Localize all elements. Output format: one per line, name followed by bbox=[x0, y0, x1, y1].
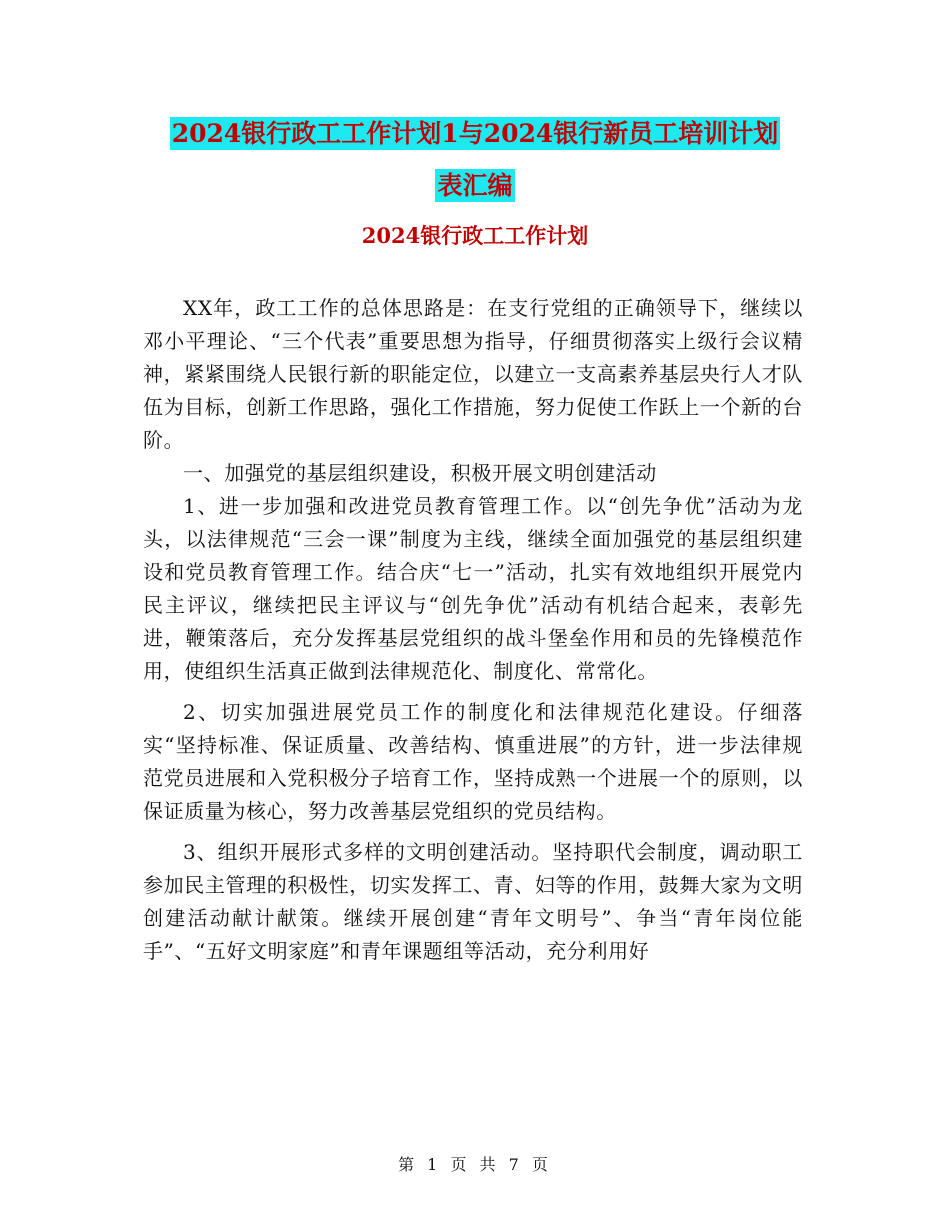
document-title-line1: 2024银行政工工作计划1与2024银行新员工培训计划 bbox=[171, 119, 779, 148]
document-title bbox=[120, 108, 830, 212]
paragraph-intro: XX年，政工工作的总体思路是：在支行党组的正确领导下，继续以邓小平理论、“三个代表”重要思想为指导，仔细贯彻落实上级行会议精神，紧紧围绕人民银行新的职能定位，以建立一支高素养基层央行人才队伍为目标，创新工作思路，强化工作措施，努力促使工作跃上一个新的台阶。 bbox=[143, 296, 803, 452]
document-title-line2: 表汇编 bbox=[437, 171, 513, 200]
section-title: 2024银行政工工作计划 bbox=[361, 223, 589, 248]
document-body bbox=[143, 292, 803, 968]
page-footer: 第 1 页 共 7 页 bbox=[398, 1155, 552, 1174]
paragraph-item-1: 1、进一步加强和改进党员教育管理工作。以“创先争优”活动为龙头，以法律规范“三会一课”制度为主线，继续全面加强党的基层组织建设和党员教育管理工作。结合庆“七一”活动，扎实有效地组织开展党内民主评议，继续把民主评议与“创先争优”活动有机结合起来，表彰先进，鞭策落后，充分发挥基层党组织的战斗堡垒作用和员的先锋模范作用，使组织生活真正做到法律规范化、制度化、常常化。 bbox=[143, 494, 803, 683]
paragraph-item-3: 3、组织开展形式多样的文明创建活动。坚持职代会制度，调动职工参加民主管理的积极性，切实发挥工、青、妇等的作用，鼓舞大家为文明创建活动献计献策。继续开展创建“青年文明号”、争当“青年岗位能手”、“五好文明家庭”和青年课题组等活动，充分利用好 bbox=[143, 840, 803, 963]
paragraph-item-2: 2、切实加强进展党员工作的制度化和法律规范化建设。仔细落实“坚持标准、保证质量、改善结构、慎重进展”的方针，进一步法律规范党员进展和入党积极分子培育工作，坚持成熟一个进展一个的原则，以保证质量为核心，努力改善基层党组织的党员结构。 bbox=[143, 700, 803, 823]
paragraph-heading-1: 一、加强党的基层组织建设，积极开展文明创建活动 bbox=[183, 461, 657, 485]
